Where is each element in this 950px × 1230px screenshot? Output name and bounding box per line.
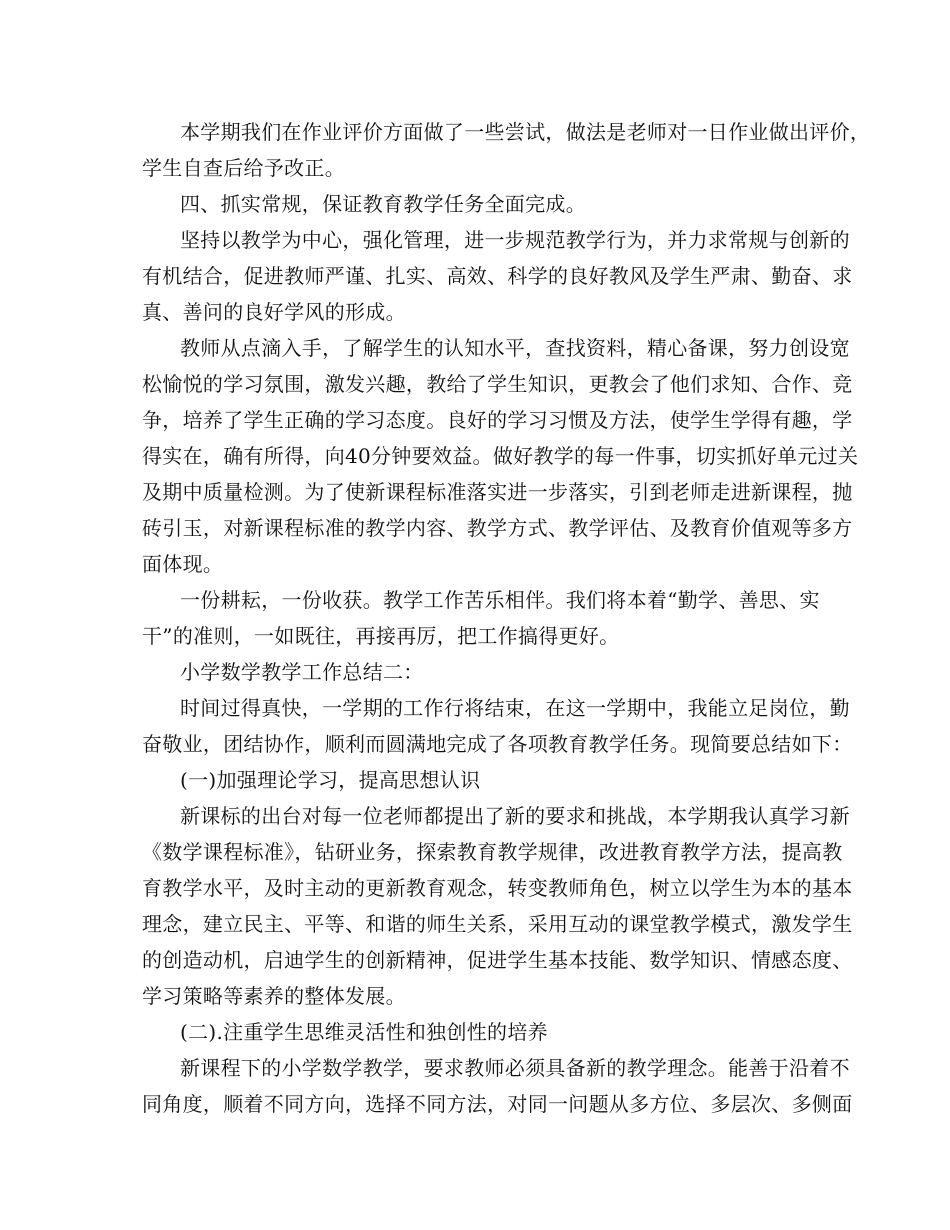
text-line: 同角度，顺着不同方向，选择不同方法，对同一问题从多方位、多层次、多侧面: [142, 1092, 853, 1116]
section-heading: 小学数学教学工作总结二：: [180, 660, 424, 684]
text-line: 新课标的出台对每一位老师都提出了新的要求和挑战，本学期我认真学习新: [180, 804, 850, 828]
section-heading: (一)加强理论学习，提高思想认识: [180, 768, 481, 792]
text-line: 面体现。: [142, 552, 224, 576]
text-line: 奋敬业，团结协作，顺利而圆满地完成了各项教育教学任务。现简要总结如下：: [142, 732, 853, 756]
text-line: 教师从点滴入手，了解学生的认知水平，查找资料，精心备课，努力创设宽: [180, 336, 850, 360]
text-line: 时间过得真快，一学期的工作行将结束，在这一学期中，我能立足岗位，勤: [180, 696, 850, 720]
text-line: 一份耕耘，一份收获。教学工作苦乐相伴。我们将本着“勤学、善思、实: [180, 588, 820, 612]
text-line: 及期中质量检测。为了使新课程标准落实进一步落实，引到老师走进新课程，抛: [142, 480, 853, 504]
text-line: 理念，建立民主、平等、和谐的师生关系，采用互动的课堂教学模式，激发学生: [142, 912, 853, 936]
text-line: 《数学课程标准》，钻研业务，探索教育教学规律，改进教育教学方法，提高教: [142, 840, 843, 864]
text-line: 真、善问的良好学风的形成。: [142, 300, 406, 324]
text-line: 学习策略等素养的整体发展。: [142, 984, 406, 1008]
text-line: 砖引玉，对新课程标准的教学内容、教学方式、教学评估、及教育价值观等多方: [142, 516, 853, 540]
text-line: 坚持以教学为中心，强化管理，进一步规范教学行为，并力求常规与创新的: [180, 228, 850, 252]
text-line: 有机结合，促进教师严谨、扎实、高效、科学的良好教风及学生严肃、勤奋、求: [142, 264, 853, 288]
section-heading: (二).注重学生思维灵活性和独创性的培养: [180, 1020, 548, 1044]
text-line: 争，培养了学生正确的学习态度。良好的学习习惯及方法，使学生学得有趣，学: [142, 408, 853, 432]
text-line: 得实在，确有所得，向40分钟要效益。做好教学的每一件事，切实抓好单元过关: [142, 444, 859, 468]
text-line: 育教学水平，及时主动的更新教育观念，转变教师角色，树立以学生为本的基本: [142, 876, 853, 900]
text-line: 新课程下的小学数学教学，要求教师必须具备新的教学理念。能善于沿着不: [180, 1056, 850, 1080]
text-line: 本学期我们在作业评价方面做了一些尝试，做法是老师对一日作业做出评价，: [180, 120, 871, 144]
text-line: 的创造动机，启迪学生的创新精神，促进学生基本技能、数学知识、情感态度、: [142, 948, 853, 972]
section-heading: 四、抓实常规，保证教育教学任务全面完成。: [180, 192, 586, 216]
text-line: 学生自查后给予改正。: [142, 156, 345, 180]
text-line: 松愉悦的学习氛围，激发兴趣，教给了学生知识，更教会了他们求知、合作、竞: [142, 372, 853, 396]
text-line: 干”的准则，一如既往，再接再厉，把工作搞得更好。: [142, 624, 620, 648]
